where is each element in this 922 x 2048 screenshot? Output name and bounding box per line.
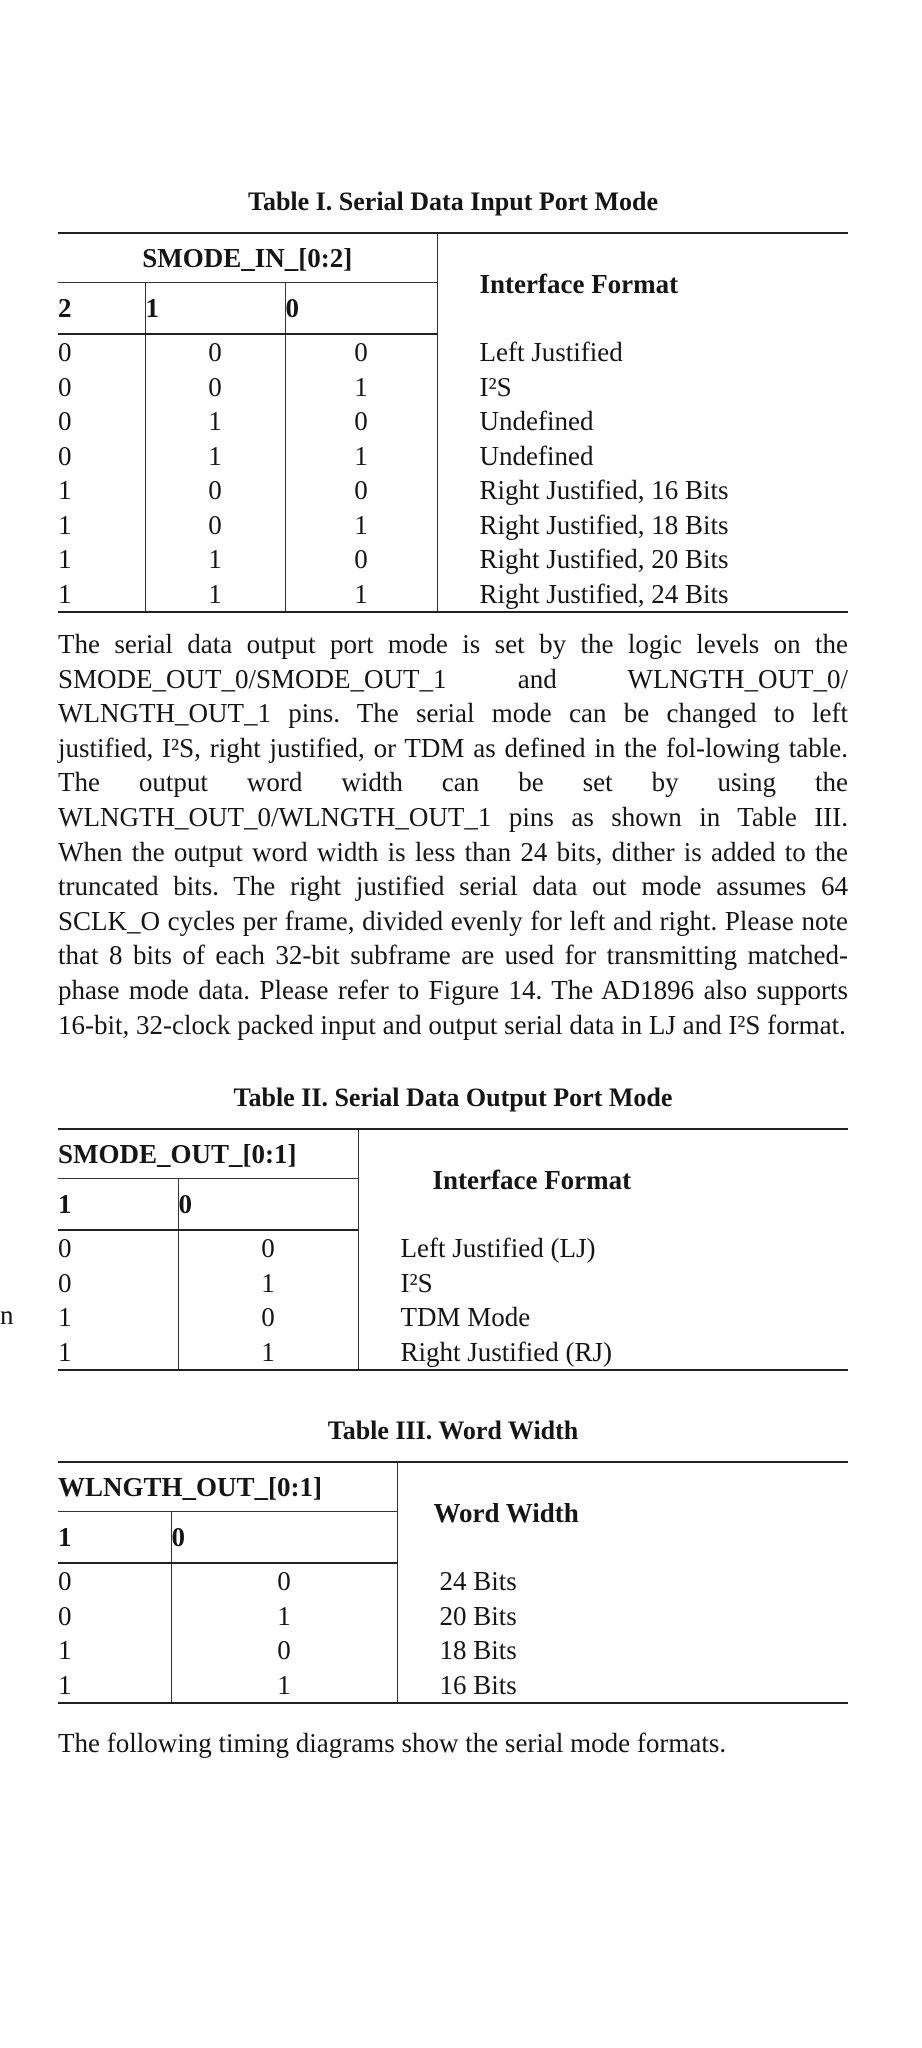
table1-cell-b0: 1: [285, 508, 437, 543]
table1-cell-format: Right Justified, 20 Bits: [479, 544, 729, 574]
table2-cell-b0: 1: [178, 1266, 358, 1301]
table1-cell-format: Right Justified, 24 Bits: [437, 577, 848, 613]
table1-body: [58, 334, 848, 612]
table2-cell-format: TDM Mode: [400, 1302, 531, 1333]
table3-cell-b1: 1: [58, 1633, 171, 1668]
table2-col-0: 0: [178, 1179, 358, 1231]
table3-cell-width: 16 Bits: [397, 1668, 848, 1704]
table2-cell-b1: 1: [58, 1300, 178, 1335]
table1-cell-b2: 0: [58, 404, 145, 439]
table2-body: [58, 1230, 848, 1370]
table1-cell-b1: 0: [145, 473, 285, 508]
table3-cell-width: 24 Bits: [439, 1565, 517, 1596]
table1-cell-b0: 0: [285, 473, 437, 508]
table3-col-0: 0: [171, 1512, 397, 1564]
table1-row: [58, 439, 848, 474]
table1-cell-b2: 0: [58, 334, 145, 370]
table1-cell-b2: 0: [58, 439, 145, 474]
table1-row: [58, 542, 848, 577]
table2-cell-b1: 1: [58, 1335, 178, 1371]
table1-cell-format: Undefined: [479, 440, 594, 471]
table2-group-header: SMODE_OUT_[0:1]: [58, 1129, 358, 1179]
table1-cell-format: Right Justified, 16 Bits: [479, 475, 729, 505]
table1-cell-b0: 0: [285, 542, 437, 577]
table1-cell-format: Left Justified: [479, 336, 623, 367]
description-paragraph: The serial data output port mode is set by the logic levels on the SMODE_OUT_0/SMODE_OUT_1 and WLNGTH_OUT_0/ WLNGTH_OUT_1 pins. The serial mode can be changed to left justified, I²S, right justified, or TDM as defined in the fol-lowing table. The output word width can be set by using the WLNGTH_OUT_0/WLNGTH_OUT_1 pins as shown in Table III. When the output word width is less than 24 bits, dither is added to the truncated bits. The right justified serial data out mode assumes 64 SCLK_O cycles per frame, divided evenly for left and right. Please note that 8 bits of each 32-bit subframe are used for transmitting matched-phase mode data. Please refer to Figure 14. The AD1896 also supports 16-bit, 32-clock packed input and output serial data in LJ and I²S format.: [58, 629, 848, 1040]
table3-cell-b0: 1: [171, 1668, 397, 1704]
table1-cell-b1: 0: [145, 508, 285, 543]
table3-row: [58, 1563, 848, 1599]
table2-cell-b0: 1: [178, 1335, 358, 1371]
table1-cell-b0: 0: [285, 404, 437, 439]
table2-cell-b1: 0: [58, 1266, 178, 1301]
table1-col-1: 1: [145, 283, 285, 335]
table1-cell-format: Right Justified, 18 Bits: [479, 509, 729, 540]
table1-row: [58, 577, 848, 613]
table1-cell-b0: 0: [285, 334, 437, 370]
table3-cell-b0: 1: [171, 1599, 397, 1634]
table2-cell-b1: 0: [58, 1230, 178, 1266]
table3-caption: Table III. Word Width: [327, 1416, 579, 1446]
table1-row: [58, 508, 848, 543]
table1-cell-b2: 1: [58, 542, 145, 577]
table2-format-header: Interface Format: [358, 1129, 848, 1230]
table1-cell-b2: 1: [58, 577, 145, 613]
table1-cell-b2: 1: [58, 473, 145, 508]
table1-caption: Table I. Serial Data Input Port Mode: [248, 187, 658, 216]
table3-cell-b1: 0: [58, 1563, 171, 1599]
table1-row: [58, 473, 848, 508]
table2-cell-b0: 0: [178, 1230, 358, 1266]
table3-cell-width: 20 Bits: [439, 1600, 517, 1631]
table3-cell-b0: 0: [171, 1633, 397, 1668]
table1-cell-b1: 1: [145, 577, 285, 613]
table1-cell-b1: 0: [145, 334, 285, 370]
table1-cell-b1: 1: [145, 439, 285, 474]
table1-cell-b2: 0: [58, 370, 145, 405]
document-page: [58, 186, 848, 1760]
table2-cell-b0: 0: [178, 1300, 358, 1335]
table1-row: [58, 334, 848, 370]
table2-row: [58, 1300, 848, 1335]
table1-cell-b2: 1: [58, 508, 145, 543]
table3: [58, 1461, 848, 1704]
table1-cell-b0: 1: [285, 370, 437, 405]
table3-cell-b1: 0: [58, 1599, 171, 1634]
table2-row: [58, 1266, 848, 1301]
closing-sentence: The following timing diagrams show the serial mode formats.: [58, 1728, 727, 1759]
table1-cell-b0: 1: [285, 439, 437, 474]
table1-cell-format: Undefined: [479, 406, 594, 436]
table2-cell-format: Right Justified (RJ): [358, 1335, 848, 1371]
table3-cell-width: 18 Bits: [439, 1635, 517, 1666]
table2: [58, 1128, 848, 1371]
table2-row: [58, 1335, 848, 1371]
table3-col-1: 1: [58, 1512, 171, 1564]
table3-cell-b0: 0: [171, 1563, 397, 1599]
table1-cell-b1: 1: [145, 542, 285, 577]
table3-body: [58, 1563, 848, 1703]
table3-row: [58, 1599, 848, 1634]
table1-cell-format: I²S: [479, 371, 512, 402]
table3-group-header: WLNGTH_OUT_[0:1]: [58, 1462, 397, 1512]
table1: [58, 232, 848, 613]
table1-row: [58, 370, 848, 405]
table2-cell-format: Left Justified (LJ): [400, 1232, 596, 1263]
table1-cell-b1: 0: [145, 370, 285, 405]
table1-group-header: SMODE_IN_[0:2]: [58, 233, 437, 283]
table3-width-header: Word Width: [397, 1462, 848, 1563]
table1-col-2: 2: [58, 283, 145, 335]
table1-row: [58, 404, 848, 439]
table3-cell-b1: 1: [58, 1668, 171, 1704]
table1-cell-b1: 1: [145, 404, 285, 439]
table3-row: [58, 1633, 848, 1668]
margin-fragment: n: [0, 1300, 14, 1330]
table2-cell-format: I²S: [400, 1267, 433, 1298]
table2-col-1: 1: [58, 1179, 178, 1231]
table2-caption: Table II. Serial Data Output Port Mode: [233, 1083, 673, 1113]
table1-format-header: Interface Format: [437, 233, 848, 334]
table2-row: [58, 1230, 848, 1266]
table1-cell-b0: 1: [285, 577, 437, 613]
table1-col-0: 0: [285, 283, 437, 335]
table3-row: [58, 1668, 848, 1704]
